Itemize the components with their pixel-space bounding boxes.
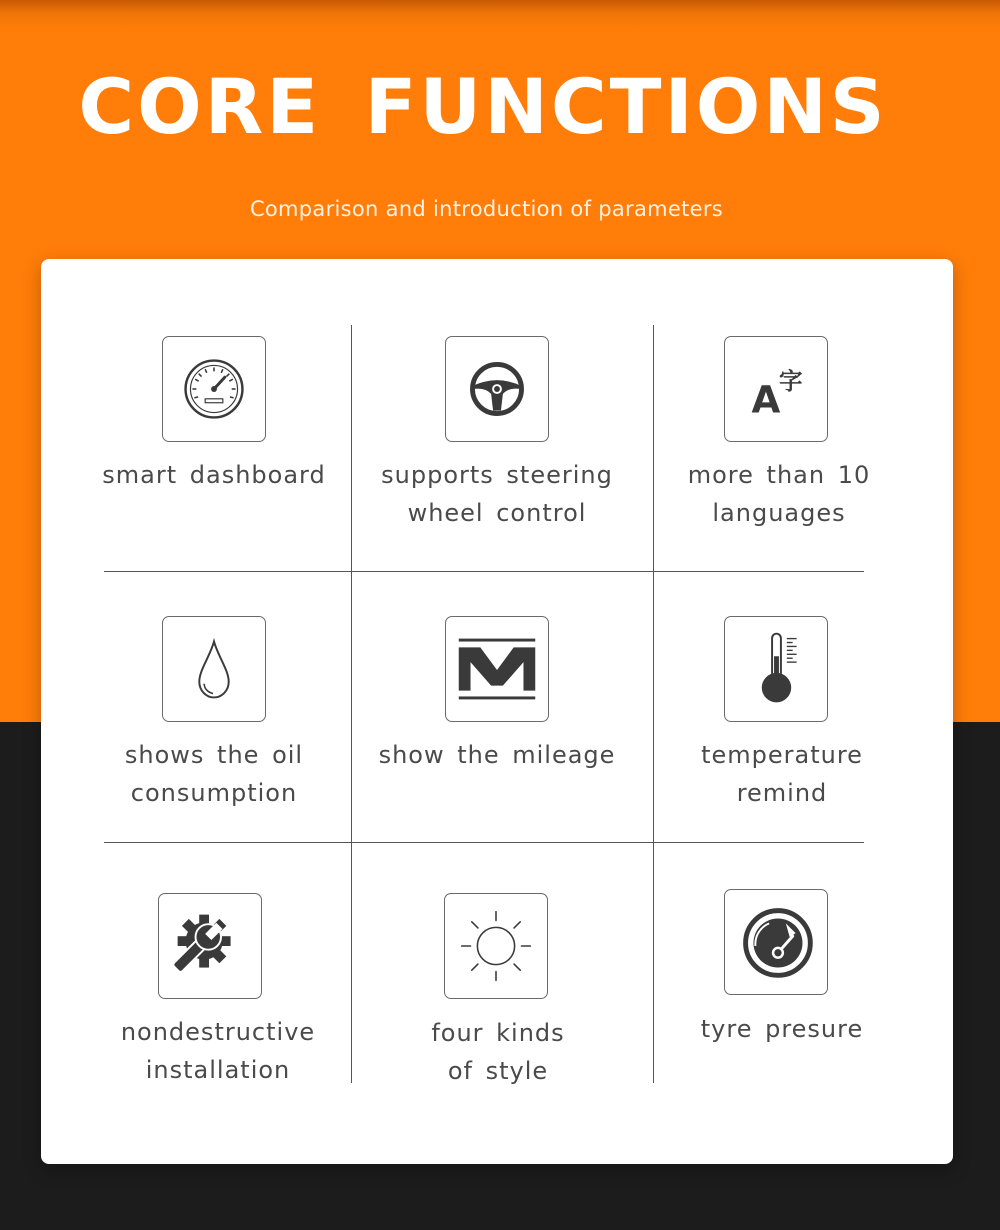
grid-divider-horizontal	[104, 571, 864, 572]
language-icon	[724, 336, 828, 442]
feature-label: tyre presure	[700, 1015, 864, 1043]
features-card	[41, 259, 953, 1164]
feature-label: four kinds of style	[431, 1019, 565, 1085]
feature-label: supports steering wheel control	[381, 461, 613, 527]
language-glyph-a: A	[751, 377, 781, 422]
feature-label: nondestructive installation	[120, 1018, 316, 1084]
grid-divider-vertical	[351, 325, 352, 1083]
tyre-pressure-gauge-icon	[724, 889, 828, 995]
feature-label: show the mileage	[378, 741, 616, 769]
language-glyph-zi: 字	[778, 367, 803, 395]
grid-divider-vertical	[653, 325, 654, 1083]
page-subtitle: Comparison and introduction of parameters	[249, 197, 724, 221]
gear-wrench-icon	[158, 893, 262, 999]
oil-drop-icon	[162, 616, 266, 722]
page-title: CORE FUNCTIONS	[78, 62, 888, 151]
grid-divider-horizontal	[104, 842, 864, 843]
feature-label: more than 10 languages	[687, 461, 871, 527]
sun-icon	[444, 893, 548, 999]
speedometer-icon	[162, 336, 266, 442]
thermometer-icon	[724, 616, 828, 722]
feature-label: temperature remind	[701, 741, 863, 807]
feature-label: shows the oil consumption	[124, 741, 304, 807]
steering-wheel-icon	[445, 336, 549, 442]
feature-label: smart dashboard	[102, 461, 326, 489]
mileage-m-icon	[445, 616, 549, 722]
